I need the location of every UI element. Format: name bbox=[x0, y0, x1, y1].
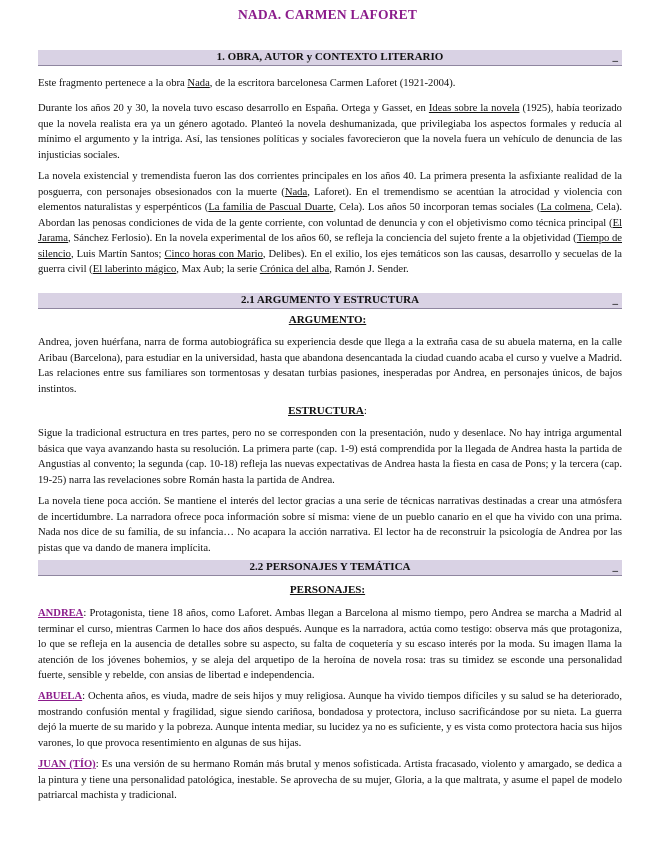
character-name-abuela: ABUELA bbox=[38, 691, 83, 702]
link-ideas-sobre-la-novela: Ideas sobre la novela bbox=[428, 103, 520, 114]
paragraph-estructura-2: La novela tiene poca acción. Se mantiene el interés del lector gracias a una serie de técnicas narrativas destinadas a crear una atmósfera de incertidumbre. La narradora ofrece poca información sobre sí misma: viene de un pueblo canario en el que ha vivido con una prima. Nada nos dice de su familia, de su infancia… No acapara la acción narrativa. El lector ha de reconstruir la psicología de Andrea por las pistas que va dando de manera implícita. bbox=[38, 496, 622, 554]
section-heading-bar-2 bbox=[38, 293, 622, 309]
paragraph-estructura-1: Sigue la tradicional estructura en tres partes, pero no se corresponden con la presentación, nudo y desenlace. No hay intriga argumental básica que vaya avanzando hasta su resolución. La primera parte (cap. 1-9) está comprendida por la llegada de Andrea hasta la partida de Angustias al convento; la segunda (cap. 10-18) refleja las nuevas expectativas de Andrea hasta la fiesta en casa de Pons; y la tercera (cap. 19-25) narra las revelaciones sobre Román hasta la partida de Andrea. bbox=[38, 428, 622, 486]
section-heading-1-marker: _ bbox=[612, 51, 618, 63]
section-heading-bar-1 bbox=[38, 50, 622, 66]
paragraph-juan: JUAN (TÍO): Es una versión de su hermano Román más brutal y menos sofisticada. Artista fracasado, violento y amargado, se dedica a la pintura y tiene una personalidad patológica, inestable. Se aprovecha de su mujer, Gloria, a la que maltrata, y asume el papel de modelo patriarcal machista y tradicional. bbox=[38, 759, 622, 801]
paragraph-abuela: ABUELA: Ochenta años, es viuda, madre de seis hijos y muy religiosa. Aunque ha vivido tiempos difíciles y su salud se ha deteriorado, mostrando confusión mental y fragilidad, sigue siendo cariñosa, bondadosa y protectora, incluso sacrificándose por su nieta. La guerra dejó la muerte de su marido y la pobreza. Aunque intenta mediar, su lucidez ya no es suficiente, y es vista como protectora hacia sus hijos varones, lo que provoca resentimiento en algunas de sus hijas. bbox=[38, 691, 622, 749]
section-heading-2-marker: _ bbox=[612, 294, 618, 306]
paragraph-context-2: La novela existencial y tremendista fueron las dos corrientes principales en los años 40. La primera presenta la asfixiante realidad de la posguerra, con personajes obsesionados con la muerte (Nada, Laforet). En el tremendismo se acentúan la atrocidad y violencia con elementos naturalistas y esperpénticos (La familia de Pascual Duarte, Cela). Los años 50 incorporan temas sociales (La colmena, Cela). Abordan las penosas condiciones de vida de la gente corriente, con voluntad de denuncia y con el objetivismo como técnica principal (El Jarama, Sánchez Ferlosio). En la novela experimental de los años 60, se refleja la conciencia del sujeto frente a la objetividad (Tiempo de silencio, Luis Martín Santos; Cinco horas con Mario, Delibes). En el exilio, los ejes temáticos son las causas, desarrollo y secuelas de la guerra civil (El laberinto mágico, Max Aub; la serie Crónica del alba, Ramón J. Sender. bbox=[38, 171, 623, 275]
paragraph-context-1: Durante los años 20 y 30, la novela tuvo escaso desarrollo en España. Ortega y Gasset, en Ideas sobre la novela (1925), había teorizado que la novela realista era ya un género agotado. Planteó la novela deshumanizada, que privilegiaba los aspectos formales y reducía al mínimo el argumento y la intriga. Así, las tensiones políticas y sociales favorecieron que la novela fuera un vehículo de denuncia de las injusticias sociales. bbox=[38, 103, 622, 161]
subheading-estructura: ESTRUCTURA: bbox=[288, 405, 367, 417]
document-title: NADA. CARMEN LAFORET bbox=[237, 7, 418, 22]
subheading-personajes: PERSONAJES: bbox=[289, 584, 366, 596]
paragraph-intro: Este fragmento pertenece a la obra Nada, de la escritora barcelonesa Carmen Laforet (1921-2004). bbox=[38, 78, 456, 89]
section-heading-3: 2.2 PERSONAJES Y TEMÁTICA bbox=[249, 561, 411, 573]
section-heading-bar-3 bbox=[38, 560, 622, 576]
subheading-argumento: ARGUMENTO: bbox=[288, 314, 367, 326]
character-name-juan: JUAN (TÍO) bbox=[38, 759, 96, 770]
character-name-andrea: ANDREA bbox=[38, 608, 84, 619]
section-heading-1: 1. OBRA, AUTOR y CONTEXTO LITERARIO bbox=[216, 51, 444, 63]
section-heading-3-marker: _ bbox=[612, 561, 618, 573]
paragraph-andrea: ANDREA: Protagonista, tiene 18 años, como Laforet. Ambas llegan a Barcelona al mismo tiempo, pero Andrea se marcha a Madrid al terminar el curso, mientras Carmen lo hace dos años después. Aunque es la narradora, actúa como testigo: observa más que protagoniza, lo que se refleja en la ausencia de detalles sobre su aspecto, su falta de coquetería y su escaso interés por la moda. Su imagen llama la atención de los jóvenes bohemios, y se aleja del arquetipo de la heroína de novela rosa: tras su timidez se esconde una personalidad fuerte, sensible y rebelde, con ansias de libertad e independencia. bbox=[38, 608, 622, 681]
section-heading-2: 2.1 ARGUMENTO Y ESTRUCTURA bbox=[240, 294, 420, 306]
paragraph-argumento: Andrea, joven huérfana, narra de forma autobiográfica su experiencia desde que llega a la extraña casa de su abuela materna, en la calle Aribau (Barcelona), para estudiar en la universidad, hasta que abandona desencantada la ciudad cuando acaba el curso y vuelve a Madrid. Las relaciones entre sus familiares son tormentosas y desatan turbias pasiones, inesperadas por Andrea, en personajes únicos, de bajos instintos. bbox=[38, 337, 622, 395]
